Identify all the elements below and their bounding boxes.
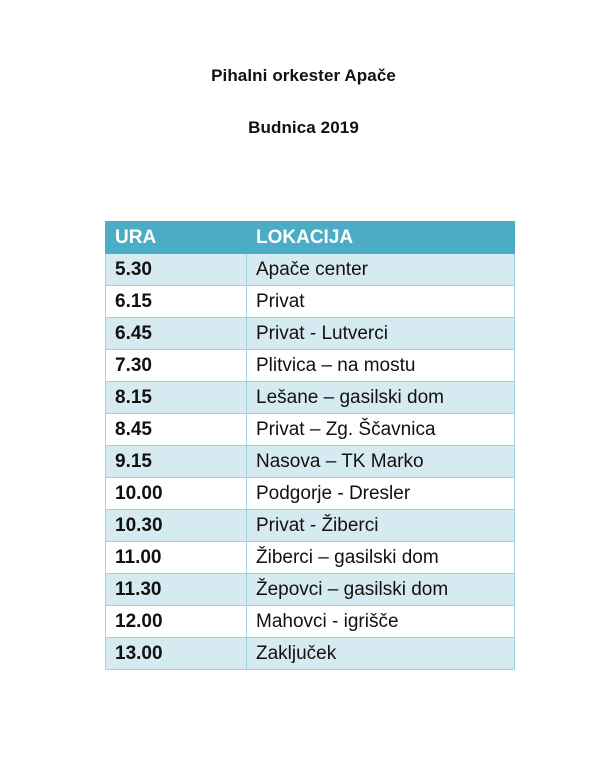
time-cell: 8.45 [106, 414, 247, 446]
location-cell: Privat - Lutverci [247, 318, 515, 350]
location-cell: Privat - Žiberci [247, 510, 515, 542]
location-cell: Lešane – gasilski dom [247, 382, 515, 414]
time-cell: 10.00 [106, 478, 247, 510]
location-cell: Podgorje - Dresler [247, 478, 515, 510]
time-cell: 11.30 [106, 574, 247, 606]
schedule-table-header [106, 222, 515, 254]
document-subtitle: Budnica 2019 [248, 118, 359, 137]
table-row [106, 318, 515, 350]
location-cell: Privat – Zg. Ščavnica [247, 414, 515, 446]
time-cell: 12.00 [106, 606, 247, 638]
table-row [106, 478, 515, 510]
location-cell: Apače center [247, 254, 515, 286]
location-cell: Mahovci - igrišče [247, 606, 515, 638]
location-cell: Žepovci – gasilski dom [247, 574, 515, 606]
location-cell: Nasova – TK Marko [247, 446, 515, 478]
location-cell: Žiberci – gasilski dom [247, 542, 515, 574]
time-cell: 9.15 [106, 446, 247, 478]
table-row [106, 638, 515, 670]
document-title: Pihalni orkester Apače [211, 66, 396, 85]
time-cell: 8.15 [106, 382, 247, 414]
time-cell: 7.30 [106, 350, 247, 382]
table-row [106, 574, 515, 606]
time-cell: 6.15 [106, 286, 247, 318]
table-row [106, 606, 515, 638]
time-cell: 6.45 [106, 318, 247, 350]
header-row [106, 222, 515, 254]
table-row [106, 414, 515, 446]
time-cell: 11.00 [106, 542, 247, 574]
table-row [106, 382, 515, 414]
time-cell: 13.00 [106, 638, 247, 670]
table-row [106, 254, 515, 286]
schedule-table [105, 221, 515, 670]
location-cell: Plitvica – na mostu [247, 350, 515, 382]
time-cell: 10.30 [106, 510, 247, 542]
table-row [106, 286, 515, 318]
schedule-table-body [106, 254, 515, 670]
header-time: URA [106, 222, 247, 254]
location-cell: Privat [247, 286, 515, 318]
header-location: LOKACIJA [247, 222, 515, 254]
table-row [106, 350, 515, 382]
table-row [106, 510, 515, 542]
table-row [106, 446, 515, 478]
table-row [106, 542, 515, 574]
location-cell: Zaključek [247, 638, 515, 670]
time-cell: 5.30 [106, 254, 247, 286]
